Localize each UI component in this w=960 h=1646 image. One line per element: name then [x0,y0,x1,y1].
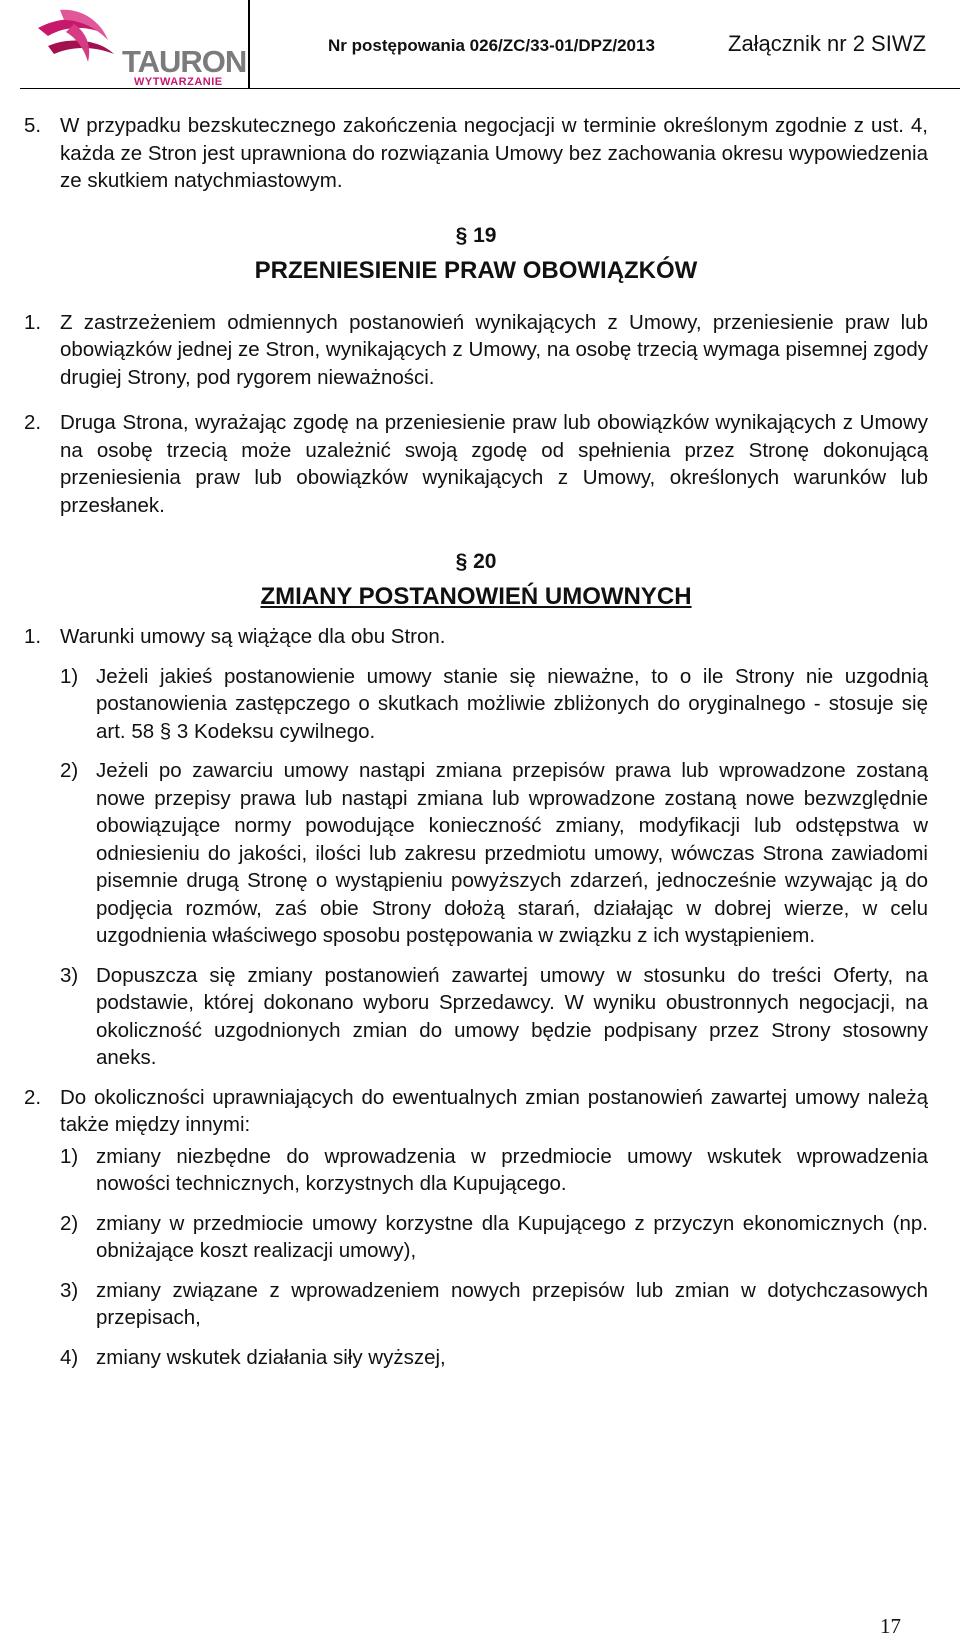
subitem-number: 1) [60,664,79,688]
paragraph-text: Druga Strona, wyrażając zgodę na przeniesienie praw lub obowiązków wynikających z Umowy na osobę trzecią może uzależnić swoją zgodę od spełnienia przez Stronę dokonującą przeniesienia praw lub obowiązków wynikających z Umowy, określonych warunków lub przesłanek. [60,411,928,517]
tender-reference: Nr postępowania 026/ZC/33-01/DPZ/2013 [328,36,655,55]
paragraph-5 [24,112,928,195]
s20-p2-subitem [60,1143,928,1198]
s19-paragraph-1 [24,309,928,392]
section-title: PRZENIESIENIE PRAW OBOWIĄZKÓW [254,256,698,284]
tauron-logo [30,6,247,88]
section-number: § 20 [455,550,497,573]
s20-p2-subitem [60,1210,928,1265]
paragraph-number: 1. [24,310,42,334]
subitem-text: zmiany związane z wprowadzeniem nowych przepisów lub zmian w dotychczasowych przepisach, [96,1278,928,1329]
subitem-number: 2) [60,759,79,782]
paragraph-text: Do okoliczności uprawniających do ewentualnych zmian postanowień zawartej umowy należą także między innymi: [60,1085,928,1136]
s20-p2-subitem [60,1277,928,1332]
subitem-text: zmiany wskutek działania siły wyższej, [96,1345,446,1369]
paragraph-number: 2. [24,411,42,434]
paragraph-text: Warunki umowy są wiążące dla obu Stron. [60,625,446,648]
section-20-heading [24,547,928,613]
subitem-number: 2) [60,1211,79,1235]
section-19-heading [24,221,928,287]
s20-p1-subitem [60,757,928,950]
subitem-text: Dopuszcza się zmiany postanowień zawartej umowy w stosunku do treści Oferty, na podstawie, której dokonano wyboru Sprzedawcy. W wyniku obustronnych negocjacji, na okoliczność uzgodnionych zmian do umowy będzie podpisany przez Strony stosowny aneks. [96,963,928,1069]
subitem-text: Jeżeli jakieś postanowienie umowy stanie się nieważne, to o ile Strony nie uzgodnią postanowienia zastępczego o skutkach możliwie zbliżonych do oryginalnego - stosuje się art. 58 § 3 Kodeksu cywilnego. [96,664,928,743]
subitem-text: zmiany w przedmiocie umowy korzystne dla Kupującego z przyczyn ekonomicznych (np. obniżające koszt realizacji umowy), [96,1211,928,1262]
paragraph-text: Z zastrzeżeniem odmiennych postanowień wynikających z Umowy, przeniesienie praw lub obowiązków jednej ze Stron, wynikających z Umowy, na osobę trzecią wymaga pisemnej zgody drugiej Strony, pod rygorem nieważności. [60,310,928,389]
document-body [24,112,928,1371]
subitem-number: 3) [60,963,79,987]
paragraph-number: 2. [24,1085,42,1109]
page-header [20,0,960,89]
subitem-text: Jeżeli po zawarciu umowy nastąpi zmiana przepisów prawa lub wprowadzone zostaną nowe przepisy prawa lub nastąpi zmiana lub wprowadzone zostaną nowe bezwzględnie obowiązujące normy powodujące konieczność zmiany, modyfikacji lub odstępstwa w odniesieniu do jakości, ilości lub zakresu przedmiotu umowy, wówczas Strona zawiadomi pisemnie drugą Stronę o wystąpieniu powyższych zdarzeń, jednocześnie wzywając ją do podjęcia rozmów, zaś obie Strony dołożą starań, działając w dobrej wierze, w celu uzgodnienia właściwego sposobu postępowania w związku z ich wystąpieniem. [96,759,928,947]
paragraph-text: W przypadku bezskutecznego zakończenia negocjacji w terminie określonym zgodnie z ust. 4, każda ze Stron jest uprawniona do rozwiązania Umowy bez zachowania okresu wypowiedzenia ze skutkiem natychmiastowym. [60,114,928,192]
subitem-text: zmiany niezbędne do wprowadzenia w przedmiocie umowy wskutek wprowadzenia nowości technicznych, korzystnych dla Kupującego. [96,1144,928,1195]
s20-paragraph-2 [24,1084,928,1139]
paragraph-number: 5. [24,114,42,137]
section-number: § 19 [455,223,497,247]
s20-paragraph-1 [24,623,928,651]
paragraph-number: 1. [24,625,42,648]
section-title: ZMIANY POSTANOWIEŃ UMOWNYCH [260,583,692,610]
attachment-label: Załącznik nr 2 SIWZ [728,31,927,56]
logo-subtext: WYTWARZANIE [134,76,223,88]
s20-p1-subitem [60,663,928,746]
page-number: 17 [880,1614,901,1638]
s19-paragraph-2 [24,409,928,519]
subitem-number: 3) [60,1278,79,1302]
s20-p1-subitem [60,962,928,1072]
subitem-number: 1) [60,1144,79,1168]
logo-text: TAURON [122,44,247,79]
subitem-number: 4) [60,1345,79,1369]
header-divider [248,0,250,88]
s20-p2-subitem [60,1344,928,1372]
